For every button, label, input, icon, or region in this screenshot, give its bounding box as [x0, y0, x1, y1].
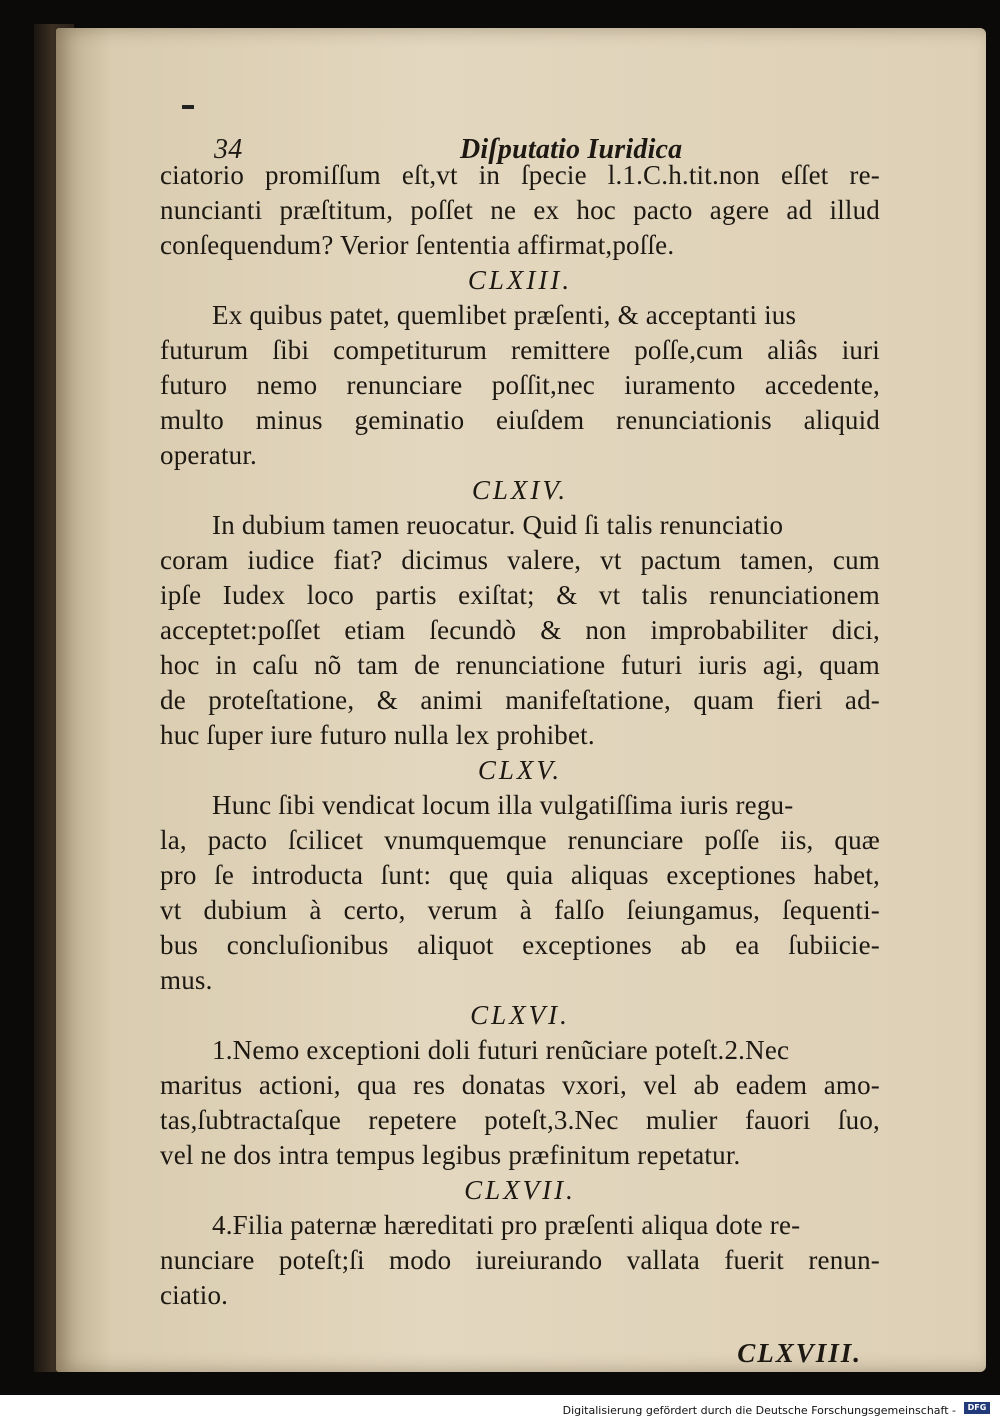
body-lines: [160, 158, 880, 1313]
running-title: Diſputatio Iuridica: [460, 134, 683, 165]
text-line: operatur.: [160, 440, 258, 470]
section-number: CLXVI.: [470, 1000, 570, 1030]
page-number: 34: [214, 134, 243, 165]
text-line: futuro nemo renunciare poſſit,nec iuramento accedente,: [160, 370, 880, 400]
text-line: mus.: [160, 965, 213, 995]
text-line: maritus actioni, qua res donatas vxori, vel ab eadem amo-: [160, 1070, 880, 1100]
text-line: Hunc ſibi vendicat locum illa vulgatiſſima iuris regu-: [212, 790, 794, 820]
text-line: futurum ſibi competiturum remittere poſſe,cum aliâs iuri: [160, 335, 880, 365]
text-line: multo minus geminatio eiuſdem renunciationis aliquid: [160, 405, 880, 435]
text-line: bus concluſionibus aliquot exceptiones ab ea ſubiicie-: [160, 930, 880, 960]
text-line: In dubium tamen reuocatur. Quid ſi talis renunciatio: [212, 510, 784, 540]
text-line: ciatio.: [160, 1280, 229, 1310]
text-line: 4.Filia paternæ hæreditati pro præſenti aliqua dote re-: [212, 1210, 801, 1240]
text-line: coram iudice fiat? dicimus valere, vt pactum tamen, cum: [160, 545, 880, 575]
text-line: acceptet:poſſet etiam ſecundò & non improbabiliter dici,: [160, 615, 880, 645]
running-head: [160, 110, 880, 165]
text-line: conſequendum? Verior ſententia affirmat,poſſe.: [160, 230, 675, 260]
text-line: vel ne dos intra tempus legibus præfinitum repetatur.: [160, 1140, 741, 1170]
section-number: CLXIII.: [467, 265, 573, 295]
text-line: huc ſuper iure futuro nulla lex prohibet.: [160, 720, 595, 750]
text-line: la, pacto ſcilicet vnumquemque renunciare poſſe iis, quæ: [160, 825, 880, 855]
text-line: de proteſtatione, & animi manifeſtatione, quam fieri ad-: [160, 685, 880, 715]
text-line: ciatorio promiſſum eſt,vt in ſpecie l.1.C.h.tit.non eſſet re-: [160, 160, 880, 190]
dfg-logo: DFG: [964, 1402, 990, 1414]
page-text: [160, 110, 880, 1368]
text-line: tas,ſubtractaſque repetere poteſt,3.Nec mulier fauori ſuo,: [160, 1105, 880, 1135]
ink-mark: [182, 105, 194, 109]
digitization-footer: [0, 1395, 1000, 1421]
text-line: nuncianti præſtitum, poſſet ne ex hoc pacto agere ad illud: [160, 195, 880, 225]
funding-notice: Digitalisierung gefördert durch die Deutsche Forschungsgemeinschaft -: [562, 1404, 956, 1417]
section-number: CLXVII.: [464, 1175, 576, 1205]
text-line: hoc in caſu nõ tam de renunciatione futuri iuris agi, quam: [160, 650, 880, 680]
section-number: CLXIV.: [471, 475, 569, 505]
text-line: nunciare poteſt;ſi modo iureiurando vallata fuerit renun-: [160, 1245, 880, 1275]
text-line: vt dubium à certo, verum à falſo ſeiungamus, ſequenti-: [160, 895, 880, 925]
text-line: pro ſe introducta ſunt: quę quia aliquas exceptiones habet,: [160, 860, 880, 890]
catchword: CLXVIII.: [737, 1338, 862, 1368]
text-line: Ex quibus patet, quemlibet præſenti, & acceptanti ius: [212, 300, 797, 330]
text-line: ipſe Iudex loco partis exiſtat; & vt talis renunciationem: [160, 580, 880, 610]
section-number: CLXV.: [477, 755, 563, 785]
text-line: 1.Nemo exceptioni doli futuri renũciare poteſt.2.Nec: [212, 1035, 790, 1065]
